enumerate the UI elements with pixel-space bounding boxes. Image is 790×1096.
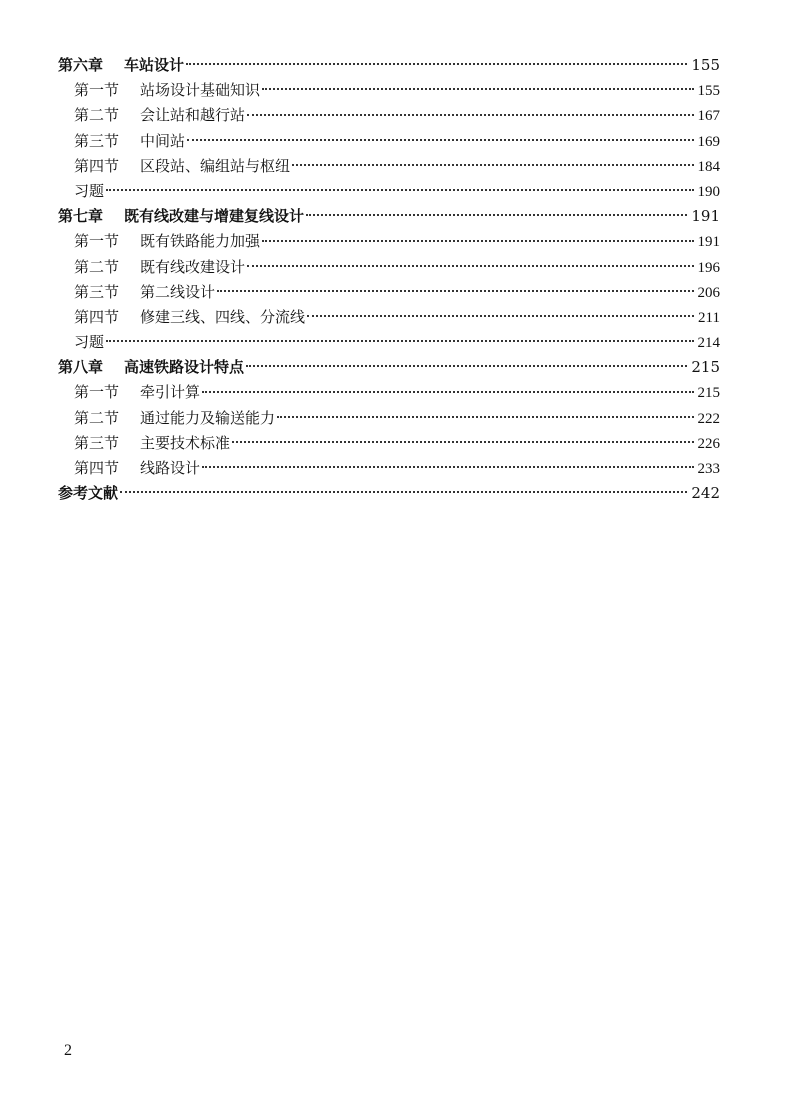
- section-number: 第三节: [74, 282, 120, 301]
- dot-leader: [247, 265, 693, 267]
- section-number: 第四节: [74, 156, 120, 175]
- section-title: 中间站: [140, 131, 186, 150]
- page-ref: 184: [697, 158, 720, 175]
- section-title: 牵引计算: [140, 383, 201, 402]
- toc-section[interactable]: [58, 255, 720, 280]
- section-number: 第一节: [74, 232, 120, 251]
- section-title: 区段站、编组站与枢纽: [140, 156, 291, 175]
- section-number: 第二节: [74, 408, 120, 427]
- toc-section[interactable]: [58, 280, 720, 305]
- page-ref: 155: [691, 56, 720, 74]
- section-number: 第二节: [74, 106, 120, 125]
- section-number: 第三节: [74, 131, 120, 150]
- chapter-title: 既有线改建与增建复线设计: [124, 207, 305, 226]
- section-title: 通过能力及输送能力: [140, 408, 276, 427]
- toc-section[interactable]: [58, 78, 720, 103]
- dot-leader: [186, 63, 687, 65]
- toc-exercises[interactable]: [58, 179, 720, 204]
- dot-leader: [307, 315, 694, 317]
- chapter-number: 第八章: [58, 358, 104, 377]
- page-ref: 169: [697, 133, 720, 150]
- toc-chapter-7[interactable]: [58, 204, 720, 229]
- dot-leader: [120, 491, 687, 493]
- toc-section[interactable]: [58, 406, 720, 431]
- chapter-title: 高速铁路设计特点: [124, 358, 245, 377]
- dot-leader: [106, 189, 693, 191]
- dot-leader: [217, 290, 693, 292]
- chapter-number: 第七章: [58, 207, 104, 226]
- section-title: 线路设计: [140, 459, 201, 477]
- page-ref: 215: [691, 358, 720, 377]
- toc-section[interactable]: [58, 380, 720, 405]
- dot-leader: [202, 466, 693, 468]
- toc-section[interactable]: [58, 229, 720, 254]
- toc-section[interactable]: [58, 103, 720, 128]
- exercises-title: 习题: [74, 333, 105, 352]
- section-title: 会让站和越行站: [140, 106, 246, 125]
- page-ref: 214: [697, 335, 720, 352]
- page-ref: 167: [697, 108, 720, 125]
- page-ref: 196: [697, 259, 720, 276]
- toc-section[interactable]: [58, 305, 720, 330]
- dot-leader: [306, 214, 687, 216]
- toc-chapter-8[interactable]: [58, 355, 720, 380]
- page-ref: 215: [697, 385, 720, 402]
- page-ref: 191: [697, 234, 720, 251]
- page-ref: 242: [691, 484, 720, 503]
- page-number: 2: [64, 1042, 72, 1059]
- references-title: 参考文献: [58, 484, 119, 503]
- section-number: 第四节: [74, 459, 120, 477]
- page-ref: 222: [697, 410, 720, 427]
- page-ref: 206: [697, 284, 720, 301]
- section-title: 站场设计基础知识: [140, 81, 261, 100]
- dot-leader: [262, 240, 693, 242]
- dot-leader: [246, 365, 687, 367]
- toc-section[interactable]: [58, 129, 720, 154]
- dot-leader: [202, 391, 693, 393]
- section-title: 第二线设计: [140, 282, 216, 301]
- dot-leader: [232, 441, 693, 443]
- section-number: 第一节: [74, 81, 120, 100]
- section-title: 主要技术标准: [140, 433, 231, 452]
- exercises-title: 习题: [74, 181, 105, 200]
- toc-section[interactable]: [58, 431, 720, 456]
- page-ref: 190: [697, 183, 720, 200]
- table-of-contents: [58, 53, 720, 506]
- section-title: 既有线改建设计: [140, 257, 246, 276]
- page-ref: 226: [697, 435, 720, 452]
- section-number: 第二节: [74, 257, 120, 276]
- page-ref: 191: [691, 207, 720, 226]
- toc-chapter-6[interactable]: [58, 53, 720, 78]
- dot-leader: [247, 114, 693, 116]
- section-title: 修建三线、四线、分流线: [140, 307, 306, 326]
- dot-leader: [262, 88, 693, 90]
- dot-leader: [292, 164, 693, 166]
- section-number: 第三节: [74, 433, 120, 452]
- toc-exercises[interactable]: [58, 330, 720, 355]
- section-number: 第一节: [74, 383, 120, 402]
- page-ref: 211: [698, 309, 720, 326]
- page-ref: 155: [697, 83, 720, 100]
- toc-section[interactable]: [58, 154, 720, 179]
- dot-leader: [187, 139, 693, 141]
- section-title: 既有铁路能力加强: [140, 232, 261, 251]
- section-number: 第四节: [74, 307, 120, 326]
- chapter-number: 第六章: [58, 56, 104, 74]
- dot-leader: [277, 416, 693, 418]
- dot-leader: [106, 340, 693, 342]
- toc-section[interactable]: [58, 456, 720, 481]
- chapter-title: 车站设计: [124, 56, 185, 74]
- page-ref: 233: [697, 461, 720, 477]
- toc-references[interactable]: [58, 481, 720, 506]
